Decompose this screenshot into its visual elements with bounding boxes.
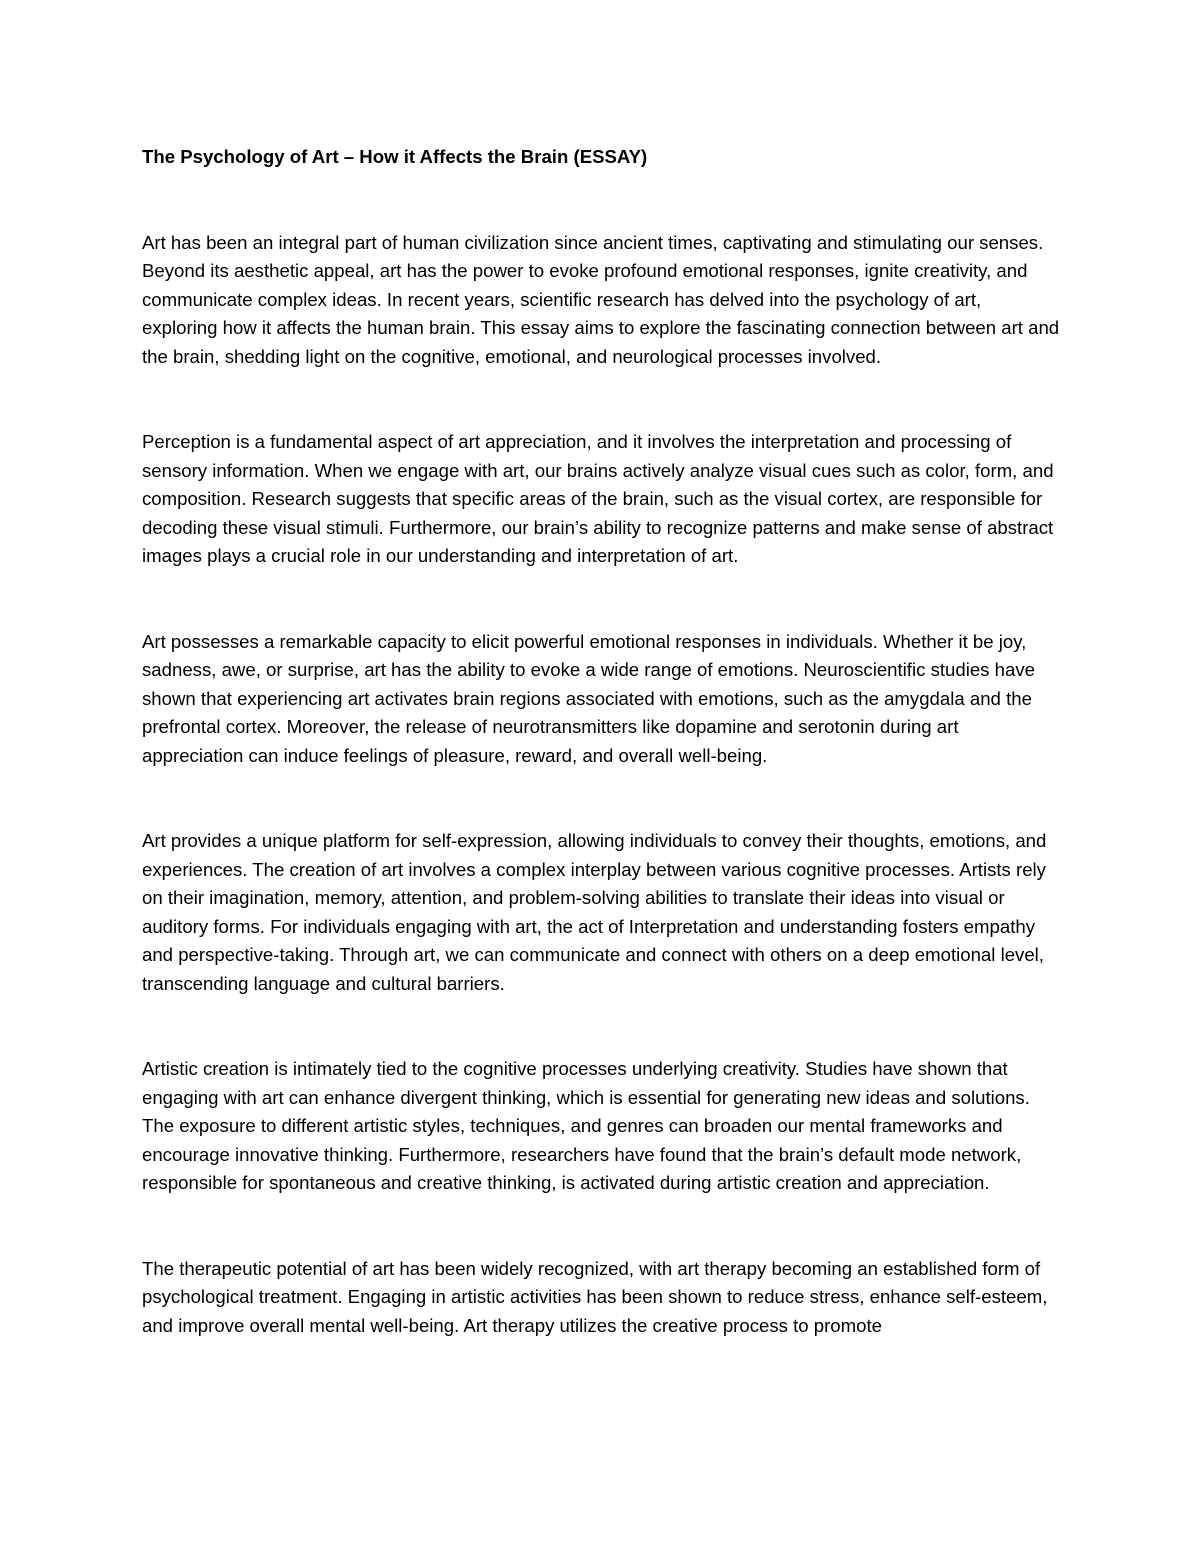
spacer bbox=[142, 172, 1060, 229]
spacer bbox=[142, 770, 1060, 827]
spacer bbox=[142, 998, 1060, 1055]
document-body bbox=[142, 143, 1060, 1340]
spacer bbox=[142, 571, 1060, 628]
paragraph-creativity: Artistic creation is intimately tied to the cognitive processes underlying creativity. Studies have shown that engaging with art can enhance divergent thinking, which is essential for generating new ideas and solutions. The exposure to different artistic styles, techniques, and genres can broaden our mental frameworks and encourage innovative thinking. Furthermore, researchers have found that the brain’s default mode network, responsible for spontaneous and creative thinking, is activated during artistic creation and appreciation. bbox=[142, 1058, 1030, 1193]
paragraph-introduction: Art has been an integral part of human civilization since ancient times, captivating and stimulating our senses. Beyond its aesthetic appeal, art has the power to evoke profound emotional responses, ignite creativity, and communicate complex ideas. In recent years, scientific research has delved into the psychology of art, exploring how it affects the human brain. This essay aims to explore the fascinating connection between art and the brain, shedding light on the cognitive, emotional, and neurological processes involved. bbox=[142, 231, 1060, 367]
spacer bbox=[142, 1198, 1060, 1255]
paragraph-self-expression: Art provides a unique platform for self-expression, allowing individuals to convey their thoughts, emotions, and experiences. The creation of art involves a complex interplay between various cognitive processes. Artists rely on their imagination, memory, attention, and problem-solving abilities to translate their ideas into visual or auditory forms. For individuals engaging with art, the act of Interpretation and understanding fosters empathy and perspective-taking. Through art, we can communicate and connect with others on a deep emotional level, transcending language and cultural barriers. bbox=[142, 830, 1047, 994]
spacer bbox=[142, 371, 1060, 428]
paragraph-therapy: The therapeutic potential of art has been widely recognized, with art therapy becoming an established form of psychological treatment. Engaging in artistic activities has been shown to reduce stress, enhance self-esteem, and improve overall mental well-being. Art therapy utilizes the creative process to promote bbox=[142, 1257, 1048, 1336]
paragraph-emotion: Art possesses a remarkable capacity to elicit powerful emotional responses in individuals. Whether it be joy, sadness, awe, or surprise, art has the ability to evoke a wide range of emotions. Neuroscientific studies have shown that experiencing art activates brain regions associated with emotions, such as the amygdala and the prefrontal cortex. Moreover, the release of neurotransmitters like dopamine and serotonin during art appreciation can induce feelings of pleasure, reward, and overall well-being. bbox=[142, 630, 1035, 766]
document-title: The Psychology of Art – How it Affects the Brain (ESSAY) bbox=[142, 146, 648, 167]
paragraph-perception: Perception is a fundamental aspect of art appreciation, and it involves the interpretation and processing of sensory information. When we engage with art, our brains actively analyze visual cues such as color, form, and composition. Research suggests that specific areas of the brain, such as the visual cortex, are responsible for decoding these visual stimuli. Furthermore, our brain’s ability to recognize patterns and make sense of abstract images plays a crucial role in our understanding and interpretation of art. bbox=[142, 431, 1054, 566]
